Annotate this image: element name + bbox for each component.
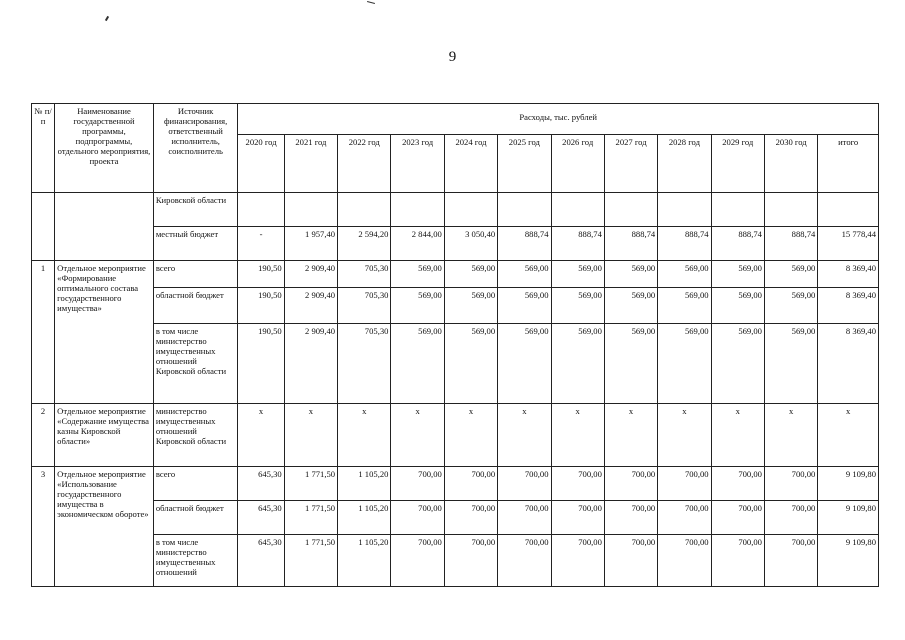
value-cell: 1 771,50 bbox=[284, 501, 337, 535]
value-cell: 9 109,80 bbox=[818, 467, 879, 501]
scan-speck bbox=[367, 1, 375, 4]
value-cell: 569,00 bbox=[604, 261, 657, 288]
header-year: 2024 год bbox=[444, 135, 497, 193]
header-year: 2029 год bbox=[711, 135, 764, 193]
value-cell: 569,00 bbox=[391, 324, 444, 404]
budget-table bbox=[31, 103, 879, 587]
row-num: 2 bbox=[32, 404, 55, 467]
value-cell: 700,00 bbox=[444, 467, 497, 501]
value-cell: 190,50 bbox=[238, 324, 284, 404]
value-cell: x bbox=[604, 404, 657, 467]
value-cell: 569,00 bbox=[604, 324, 657, 404]
value-cell: 569,00 bbox=[764, 288, 817, 324]
value-cell: 700,00 bbox=[444, 535, 497, 587]
table-row bbox=[32, 193, 879, 227]
value-cell: 888,74 bbox=[604, 227, 657, 261]
value-cell: 569,00 bbox=[711, 261, 764, 288]
row-num bbox=[32, 193, 55, 261]
value-cell: 700,00 bbox=[551, 535, 604, 587]
value-cell: 700,00 bbox=[604, 501, 657, 535]
value-cell bbox=[551, 193, 604, 227]
value-cell: x bbox=[818, 404, 879, 467]
value-cell: 645,30 bbox=[238, 467, 284, 501]
value-cell: 700,00 bbox=[444, 501, 497, 535]
header-source: Источник финансирования, ответственный исполнитель, соисполнитель bbox=[153, 104, 238, 193]
value-cell: 700,00 bbox=[498, 535, 551, 587]
value-cell: 569,00 bbox=[604, 288, 657, 324]
value-cell: 2 844,00 bbox=[391, 227, 444, 261]
table-header bbox=[32, 104, 879, 193]
value-cell: 569,00 bbox=[551, 261, 604, 288]
table-body bbox=[32, 193, 879, 587]
header-year: 2020 год bbox=[238, 135, 284, 193]
value-cell: x bbox=[238, 404, 284, 467]
value-cell: 1 957,40 bbox=[284, 227, 337, 261]
scan-speck bbox=[105, 16, 109, 21]
value-cell: 2 909,40 bbox=[284, 288, 337, 324]
value-cell: 700,00 bbox=[391, 535, 444, 587]
value-cell: 700,00 bbox=[604, 535, 657, 587]
value-cell: 569,00 bbox=[444, 261, 497, 288]
table-row bbox=[32, 404, 879, 467]
value-cell: 569,00 bbox=[444, 324, 497, 404]
value-cell: 569,00 bbox=[444, 288, 497, 324]
value-cell: 8 369,40 bbox=[818, 261, 879, 288]
table-row bbox=[32, 324, 879, 404]
value-cell bbox=[818, 193, 879, 227]
value-cell: 700,00 bbox=[498, 467, 551, 501]
value-cell: 569,00 bbox=[658, 261, 711, 288]
row-source: в том числе министерство имущественных отношений bbox=[153, 535, 238, 587]
value-cell: 569,00 bbox=[658, 324, 711, 404]
value-cell: 2 909,40 bbox=[284, 261, 337, 288]
table-row bbox=[32, 288, 879, 324]
value-cell: 700,00 bbox=[604, 467, 657, 501]
value-cell bbox=[764, 193, 817, 227]
value-cell: 9 109,80 bbox=[818, 501, 879, 535]
value-cell: 569,00 bbox=[391, 261, 444, 288]
row-source: в том числе министерство имущественных отношений Кировской области bbox=[153, 324, 238, 404]
row-source: министерство имущественных отношений Кировской области bbox=[153, 404, 238, 467]
header-year: 2023 год bbox=[391, 135, 444, 193]
value-cell: 700,00 bbox=[551, 501, 604, 535]
value-cell bbox=[391, 193, 444, 227]
value-cell: 700,00 bbox=[658, 467, 711, 501]
value-cell: - bbox=[238, 227, 284, 261]
value-cell: 700,00 bbox=[764, 501, 817, 535]
value-cell: 2 594,20 bbox=[338, 227, 391, 261]
value-cell: 569,00 bbox=[764, 324, 817, 404]
value-cell: 645,30 bbox=[238, 501, 284, 535]
header-name: Наименование государственной программы, подпрограммы, отдельного мероприятия, проекта bbox=[55, 104, 154, 193]
value-cell: 569,00 bbox=[764, 261, 817, 288]
value-cell bbox=[284, 193, 337, 227]
value-cell: 8 369,40 bbox=[818, 288, 879, 324]
value-cell: 1 771,50 bbox=[284, 535, 337, 587]
value-cell bbox=[444, 193, 497, 227]
value-cell: 569,00 bbox=[711, 288, 764, 324]
value-cell: 569,00 bbox=[711, 324, 764, 404]
header-year: 2022 год bbox=[338, 135, 391, 193]
table-row bbox=[32, 501, 879, 535]
value-cell: 888,74 bbox=[711, 227, 764, 261]
value-cell: 1 105,20 bbox=[338, 467, 391, 501]
value-cell: 700,00 bbox=[658, 501, 711, 535]
value-cell bbox=[658, 193, 711, 227]
header-year: 2030 год bbox=[764, 135, 817, 193]
value-cell: 569,00 bbox=[551, 324, 604, 404]
header-year: 2028 год bbox=[658, 135, 711, 193]
value-cell: x bbox=[338, 404, 391, 467]
header-year: 2027 год bbox=[604, 135, 657, 193]
value-cell: 569,00 bbox=[551, 288, 604, 324]
value-cell: 569,00 bbox=[498, 324, 551, 404]
value-cell: 569,00 bbox=[391, 288, 444, 324]
value-cell: x bbox=[498, 404, 551, 467]
value-cell: 1 105,20 bbox=[338, 535, 391, 587]
value-cell: x bbox=[444, 404, 497, 467]
table-row bbox=[32, 261, 879, 288]
value-cell bbox=[238, 193, 284, 227]
value-cell: x bbox=[391, 404, 444, 467]
table-row bbox=[32, 227, 879, 261]
row-name: Отдельное мероприятие «Формирование оптимального состава государственного имущества» bbox=[55, 261, 154, 404]
page-number: 9 bbox=[448, 49, 457, 65]
table-row bbox=[32, 467, 879, 501]
row-source: областной бюджет bbox=[153, 288, 238, 324]
value-cell: 700,00 bbox=[764, 535, 817, 587]
value-cell: 700,00 bbox=[711, 501, 764, 535]
header-year: 2026 год bbox=[551, 135, 604, 193]
row-source: всего bbox=[153, 467, 238, 501]
value-cell: 888,74 bbox=[551, 227, 604, 261]
row-name: Отдельное мероприятие «Использование государственного имущества в экономическом обороте» bbox=[55, 467, 154, 587]
header-year: 2025 год bbox=[498, 135, 551, 193]
value-cell: 190,50 bbox=[238, 288, 284, 324]
header-year: итого bbox=[818, 135, 879, 193]
row-num: 3 bbox=[32, 467, 55, 587]
value-cell: 15 778,44 bbox=[818, 227, 879, 261]
value-cell: 700,00 bbox=[391, 501, 444, 535]
row-name: Отдельное мероприятие «Содержание имущества казны Кировской области» bbox=[55, 404, 154, 467]
value-cell: 700,00 bbox=[551, 467, 604, 501]
header-num: № п/п bbox=[32, 104, 55, 193]
value-cell: 3 050,40 bbox=[444, 227, 497, 261]
value-cell: 700,00 bbox=[711, 467, 764, 501]
value-cell bbox=[711, 193, 764, 227]
row-source: Кировской области bbox=[153, 193, 238, 227]
value-cell: 700,00 bbox=[764, 467, 817, 501]
row-source: всего bbox=[153, 261, 238, 288]
value-cell: 1 771,50 bbox=[284, 467, 337, 501]
value-cell: x bbox=[551, 404, 604, 467]
row-num: 1 bbox=[32, 261, 55, 404]
value-cell: 645,30 bbox=[238, 535, 284, 587]
value-cell: 569,00 bbox=[498, 288, 551, 324]
row-name bbox=[55, 193, 154, 261]
value-cell bbox=[498, 193, 551, 227]
header-expenses: Расходы, тыс. рублей bbox=[238, 104, 879, 135]
value-cell: 700,00 bbox=[658, 535, 711, 587]
value-cell bbox=[338, 193, 391, 227]
value-cell: 1 105,20 bbox=[338, 501, 391, 535]
value-cell: x bbox=[658, 404, 711, 467]
value-cell: 888,74 bbox=[764, 227, 817, 261]
value-cell: 569,00 bbox=[498, 261, 551, 288]
value-cell: 700,00 bbox=[711, 535, 764, 587]
value-cell: 705,30 bbox=[338, 261, 391, 288]
value-cell: x bbox=[764, 404, 817, 467]
header-year: 2021 год bbox=[284, 135, 337, 193]
value-cell: 700,00 bbox=[391, 467, 444, 501]
value-cell: x bbox=[284, 404, 337, 467]
value-cell: 190,50 bbox=[238, 261, 284, 288]
value-cell: 2 909,40 bbox=[284, 324, 337, 404]
value-cell: 888,74 bbox=[498, 227, 551, 261]
value-cell: 705,30 bbox=[338, 324, 391, 404]
value-cell: 569,00 bbox=[658, 288, 711, 324]
value-cell: 700,00 bbox=[498, 501, 551, 535]
value-cell: 8 369,40 bbox=[818, 324, 879, 404]
value-cell: 9 109,80 bbox=[818, 535, 879, 587]
value-cell: x bbox=[711, 404, 764, 467]
value-cell: 888,74 bbox=[658, 227, 711, 261]
value-cell bbox=[604, 193, 657, 227]
table-row bbox=[32, 535, 879, 587]
row-source: местный бюджет bbox=[153, 227, 238, 261]
value-cell: 705,30 bbox=[338, 288, 391, 324]
row-source: областной бюджет bbox=[153, 501, 238, 535]
